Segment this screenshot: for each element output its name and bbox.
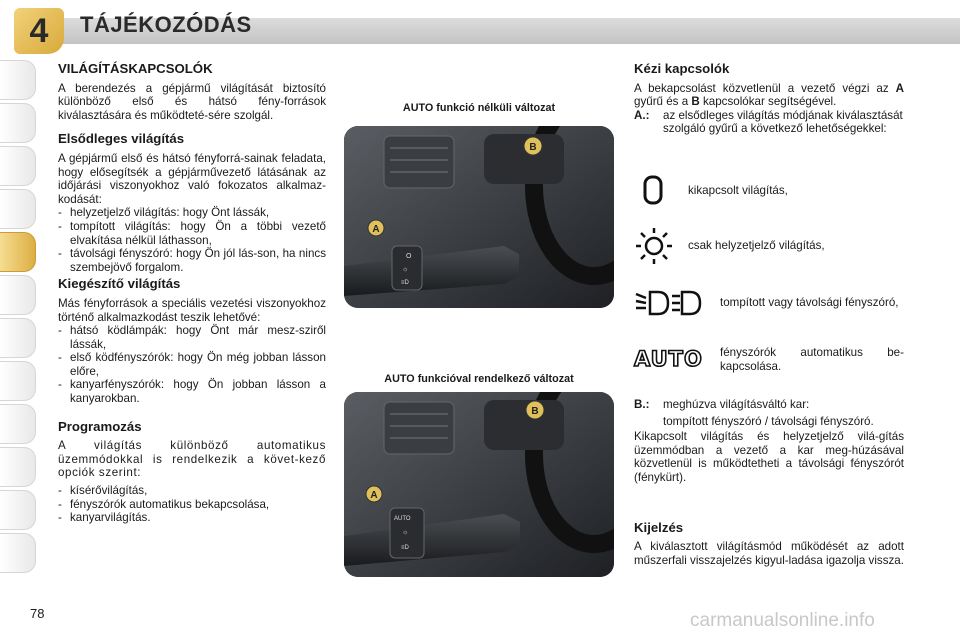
list-item: - fényszórók automatikus bekapcsolása,	[58, 497, 270, 511]
section-title: VILÁGÍTÁSKAPCSOLÓK	[58, 61, 213, 76]
caption-bottom: AUTO funkcióval rendelkező változat	[384, 373, 574, 385]
chapter-tab[interactable]	[0, 404, 36, 444]
list-item: - távolsági fényszóró: hogy Ön jól lás-son, ha nincs szembejövő forgalom.	[58, 247, 326, 274]
programming-text: A világítás különböző automatikus üzemmódokkal is rendelkezik a követ-kező opciók szerint:	[58, 439, 326, 480]
svg-text:☼: ☼	[402, 529, 409, 536]
mode-list	[634, 170, 914, 390]
headlight-icon	[634, 288, 712, 318]
lever-b-description: B.: meghúzva világításváltó kar:	[634, 398, 810, 411]
additional-text: Más fényforrások a speciális vezetési viszonyokhoz történő alkalmazkodást teszik lehetővé:	[58, 296, 326, 324]
list-item: - kanyarfényszórók: hogy Ön jobban lásson a kanyarokban.	[58, 378, 326, 406]
svg-text:☼: ☼	[402, 266, 409, 273]
stalk-photo-top-image	[344, 126, 614, 308]
auto-icon: AUTO	[634, 346, 703, 371]
lever-b-detail: tompított fényszóró / távolsági fényszóró.	[663, 414, 874, 428]
display-text: A kiválasztott világításmód működését az adott műszerfali visszajelzés kigyul-ladása igazolja vissza.	[634, 540, 904, 567]
primary-text: A gépjármű első és hátsó fényforrá-sainak feladata, hogy elősegítsék a gépjárművezető látásának az időjárási viszonyokhoz való fokozatos alkalmaz-kodását:	[58, 151, 326, 206]
mode-headlights: tompított vagy távolsági fényszóró,	[634, 288, 904, 318]
chapter-tab[interactable]	[0, 275, 36, 315]
sidelight-icon	[634, 226, 680, 266]
chapter-number: 4	[14, 8, 64, 54]
mode-sidelight: csak helyzetjelző világítás,	[634, 226, 825, 266]
chapter-tab[interactable]	[0, 103, 36, 143]
stalk-photo-bottom	[344, 392, 614, 577]
list-item: - első ködfényszórók: hogy Ön még jobban lásson előre,	[58, 351, 326, 378]
page-number: 78	[30, 606, 45, 621]
stalk-photo-bottom-image	[344, 392, 614, 577]
list-item: - tompított világítás: hogy Ön a többi vezető elvakítása nélkül láthasson,	[58, 219, 326, 247]
svg-text:≡D: ≡D	[401, 280, 409, 286]
chapter-tab[interactable]	[0, 318, 36, 358]
left-column	[58, 62, 326, 525]
chapter-tab[interactable]	[0, 60, 36, 100]
intro-text: A berendezés a gépjármű világítását biztosító különböző első és hátsó fény-források kiválasztására és működteté-sére szolgál.	[58, 81, 326, 122]
mode-off: kikapcsolt világítás,	[634, 174, 788, 208]
svg-text:A: A	[372, 224, 380, 235]
chapter-tab[interactable]	[0, 447, 36, 487]
manual-switches-title: Kézi kapcsolók	[634, 61, 730, 76]
manual-switches-intro: A bekapcsolást közvetlenül a vezető végzi az A gyűrű és a B kapcsolókar segítségével.	[634, 81, 904, 109]
chapter-tab-active[interactable]	[0, 232, 36, 272]
list-item: - kanyarvilágítás.	[58, 511, 151, 525]
watermark: carmanualsonline.info	[690, 610, 875, 631]
right-column	[634, 62, 904, 136]
programming-list	[58, 484, 326, 525]
programming-title: Programozás	[58, 418, 142, 434]
off-icon	[634, 174, 680, 208]
lever-b-section	[634, 398, 904, 567]
display-title: Kijelzés	[634, 519, 684, 535]
caption-top: AUTO funkció nélküli változat	[402, 102, 556, 114]
svg-text:B: B	[529, 142, 537, 153]
svg-text:B: B	[531, 406, 539, 417]
additional-list	[58, 324, 326, 406]
list-item: - hátsó ködlámpák: hogy Önt már mesz-sziről lássák,	[58, 324, 326, 351]
svg-text:A: A	[370, 490, 378, 501]
ring-a-description: A.: az elsődleges világítás módjának kiválasztását szolgáló gyűrű a következő lehetőségekkel:	[634, 108, 903, 136]
primary-title: Elsődleges világítás	[58, 131, 185, 147]
primary-list	[58, 206, 326, 274]
chapter-title: TÁJÉKOZÓDÁS	[80, 12, 252, 37]
chapter-tab[interactable]	[0, 361, 36, 401]
mode-auto: AUTO fényszórók automatikus be-kapcsolása.	[634, 346, 904, 373]
additional-title: Kiegészítő világítás	[58, 276, 181, 292]
list-item: - kísérővilágítás,	[58, 484, 148, 498]
list-item: - helyzetjelző világítás: hogy Önt lássák,	[58, 206, 270, 220]
chapter-tab[interactable]	[0, 490, 36, 530]
svg-text:AUTO: AUTO	[394, 516, 411, 522]
flash-note: Kikapcsolt világítás és helyzetjelző vilá-gítás üzemmódban a vezető a kar meg-húzásával közvetlenül is működtetheti a távolsági fényszórót (fénykürt).	[634, 430, 904, 484]
chapter-tab[interactable]	[0, 146, 36, 186]
chapter-tabs	[0, 60, 40, 576]
chapter-tab[interactable]	[0, 533, 36, 573]
chapter-tab[interactable]	[0, 189, 36, 229]
svg-text:≡D: ≡D	[401, 545, 409, 551]
stalk-photo-top	[344, 126, 614, 308]
page-header	[0, 0, 960, 56]
svg-text:O: O	[406, 253, 412, 260]
